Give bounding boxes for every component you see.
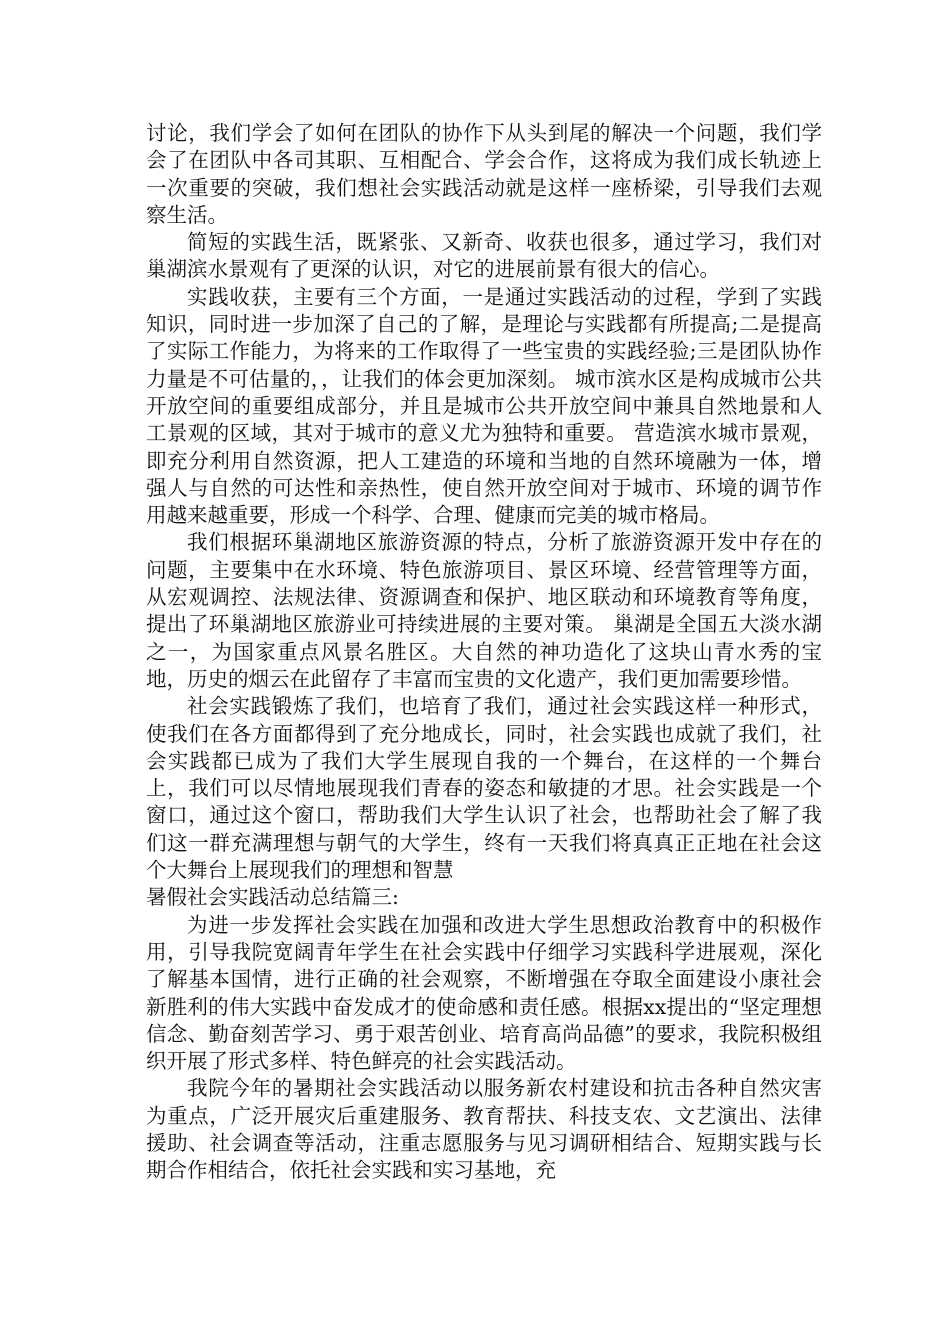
paragraph: 我们根据环巢湖地区旅游资源的特点，分析了旅游资源开发中存在的问题，主要集中在水环境、特色旅游项目、景区环境、经营管理等方面，从宏观调控、法规法律、资源调查和保护、地区联动和环境教育等角度，提出了环巢湖地区旅游业可持续进展的主要对策。 巢湖是全国五大淡水湖之一，为国家重点风景名胜区。大自然的神功造化了这块山青水秀的宝地，历史的烟云在此留存了丰富而宝贵的文化遗产，我们更加需要珍惜。 — [146, 530, 822, 691]
paragraph-continued: 讨论，我们学会了如何在团队的协作下从头到尾的解决一个问题，我们学会了在团队中各司其职、互相配合、学会合作，这将成为我们成长轨迹上一次重要的突破，我们想社会实践活动就是这样一座桥梁，引导我们去观察生活。 — [146, 121, 822, 227]
document-body — [146, 120, 822, 1185]
paragraph: 社会实践锻炼了我们，也培育了我们，通过社会实践这样一种形式，使我们在各方面都得到了充分地成长，同时，社会实践也成就了我们，社会实践都已成为了我们大学生展现自我的一个舞台，在这样的一个舞台上，我们可以尽情地展现我们青春的姿态和敏捷的才思。社会实践是一个窗口，通过这个窗口，帮助我们大学生认识了社会，也帮助社会了解了我们这一群充满理想与朝气的大学生，终有一天我们将真真正正地在社会这个大舞台上展现我们的理想和智慧 — [146, 694, 822, 883]
section-heading: 暑假社会实践活动总结篇三: — [146, 885, 399, 910]
paragraph: 简短的实践生活，既紧张、又新奇、收获也很多，通过学习，我们对巢湖滨水景观有了更深的认识，对它的进展前景有很大的信心。 — [146, 230, 822, 282]
paragraph: 实践收获，主要有三个方面，一是通过实践活动的过程，学到了实践知识，同时进一步加深了自己的了解，是理论与实践都有所提高;二是提高了实际工作能力，为将来的工作取得了一些宝贵的实践经验;三是团队协作力量是不可估量的，，让我们的体会更加深刻。 城市滨水区是构成城市公共开放空间的重要组成部分，并且是城市公共开放空间中兼具自然地景和人工景观的区域，其对于城市的意义尤为独特和重要。 营造滨水城市景观，即充分利用自然资源，把人工建造的环境和当地的自然环境融为一体，增强人与自然的可达性和亲热性，使自然开放空间对于城市、环境的调节作用越来越重要，形成一个科学、合理、健康而完美的城市格局。 — [146, 284, 822, 528]
paragraph: 为进一步发挥社会实践在加强和改进大学生思想政治教育中的积极作用，引导我院宽阔青年学生在社会实践中仔细学习实践科学进展观，深化了解基本国情，进行正确的社会观察，不断增强在夺取全面建设小康社会新胜利的伟大实践中奋发成才的使命感和责任感。根据xx提出的“坚定理想信念、勤奋刻苦学习、勇于艰苦创业、培育高尚品德”的要求，我院积极组织开展了形式多样、特色鲜亮的社会实践活动。 — [146, 912, 822, 1074]
paragraph: 我院今年的暑期社会实践活动以服务新农村建设和抗击各种自然灾害为重点，广泛开展灾后重建服务、教育帮扶、科技支农、文艺演出、法律援助、社会调查等活动，注重志愿服务与见习调研相结合、短期实践与长期合作相结合，依托社会实践和实习基地，充 — [146, 1076, 822, 1183]
